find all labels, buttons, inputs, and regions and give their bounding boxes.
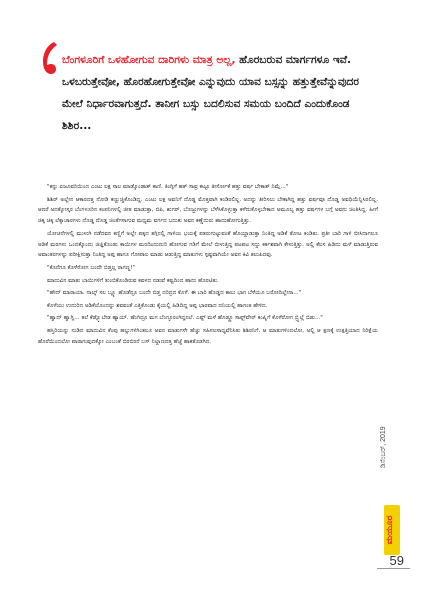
page-number: 59 — [389, 553, 404, 568]
paragraph: ಶಿಶಿರ್ ಅಲ್ಲೇನ ಆಕಾರದತ್ತ ನೋಡಿ ಕಣ್ಣುಚ್ಚಿಕೊಂಡಿದ್ದ. ಎಂಟು ಲಕ್ಷ ಅವನಿಗೆ ದೊಡ್ಡ ಮೊತ್ತವಾಗಿ ಕಂಡಿರಲಿಲ್ಲ. ಅದನ್ನು ತೀರಿಸಲು ಬೇಕಾಗಿದ್ದ ಹತ್ತು ವರ್ಷವೂ ದೊಡ್ಡ ಅವಧಿಯೆನ್ನಿಸಿರಲಿಲ್ಲ. ಆದರೆ ಅದಕ್ಕೋಸ್ಕರ ಬೆಂಗಳೂರಿನ ಕಂಪನಿಗಳಲ್ಲಿ ಜೀತ ಮಾಡುತ್ತಾ, ಬಿಪಿ, ಶುಗರ್, ಬೊಜ್ಜುಗಳನ್ನು ಬೆಳೆಸಿಕೊಳ್ಳುತ್ತಾ ಕಳೆದುಕೊಳ್ಳಬೇಕಾದ ಅಮೂಲ್ಯ ಹತ್ತು ವರ್ಷಗಳ ಬಗ್ಗೆ ಅವನು ಚಿಂತಿಸಿದ್ದ. ಹೀಗೆ ಚಿಕ್ಕ ಚಿಕ್ಕ ಲೆಕ್ಕಾಚಾರಗಳು ದೊಡ್ಡ ದೊಡ್ಡ ಚಿಂತೆಗಳಾಗುವ ಮಧ್ಯಮ ವರ್ಗದ ಬದುಕು ಅವನ ಕಣ್ಣೆದುರು ಹಾದುಹೋಗುತ್ತಿತ್ತು. — [38, 196, 378, 225]
paragraph: "ಕೊನೆಗೂ ಕೊಳೆರೋಗ ಬಂದೇ ಬಿಡ್ತಲ್ಲ ರಾಗಣ್ಣ!" — [47, 264, 136, 271]
magazine-name: ಮಯೂರ — [385, 515, 395, 545]
magazine-logo — [382, 505, 402, 555]
paragraph: ಮಾದುವಿನ ಮಾತು ಬಾಯಿಗಳಿಗೆ ತುಂಬಿಕೊಂಡಿರುವ ಕವಳದ ನಡುವೆ ಕಷ್ಟದಿಂದ ಹಾದು ಹೊರಟಿತು. — [47, 277, 219, 284]
pull-quote-text: ಹೊರಬರುವ ಮಾರ್ಗಗಳೂ ಇವೆ. ಒಳಬರುತ್ತೇವೋ, ಹೊರಹೋಗುತ್ತೇವೋ ಎನ್ನುವುದು ಯಾವ ಬಸ್ಸನ್ನು ಹತ್ತುತ್ತೇವೆನ್ನುವುದರ ಮೇಲೆ ನಿರ್ಧಾರವಾಗುತ್ತದೆ. ತಾನೀಗ ಬಸ್ಸು ಬದಲಿಸುವ ಸಮಯ ಬಂದಿದೆ ಎಂದುಕೊಂಡ ಶಿಶಿರ... — [62, 54, 359, 132]
paragraph: "ಕನ್ನು ಏಜೂವರಿಯಿಂದ ಎಂಟು ಲಕ್ಷ ಸಾಲ ಮಾಡ್ಕೊಂಡಾತ್ ಕಾಣಿ. ತಿಂಗ್ಳಿಗೆ ಹತ್ ಸಾವ್ರ ಕಟ್ಟೂ ತೀರ್ಸೋಕೆ ಹತ್ತು ವರ್ಷ ಬೇಕಾತ್ ನಿಮ್ಗೆ..." — [47, 184, 289, 190]
pull-quote-lead: ಬೆಂಗಳೂರಿಗೆ ಒಳಹೋಗುವ ದಾರಿಗಳು ಮಾತ್ರ ಅಲ್ಲ, — [62, 54, 236, 66]
paragraph: ಯೋಚನೆಗಳಲ್ಲಿ ಮುಳುಗಿ ನಡೆದವನ ಕಣ್ಣಿಗೆ ಅಲ್ಲೇ ಪಕ್ಕದ ತಗ್ಗಿನಲ್ಲಿ ಗಾಳಿಯ ಭಯಕ್ಕೆ ಪತರುಗುಟ್ಟುವಂತೆ ಹೊಯ್ದಾಡುತ್ತಾ ನಿಂತಿದ್ದ ಅಡಿಕೆ ತೋಟ ಕಂಡಿತು. ಪ್ರತೀ ಬಾರಿ ಗಾಳಿ ಬೀಸಿದಾಗಲೂ ಅಡಿಕೆ ಮರಗಳು ಒಂದಕ್ಕೊಂದು ಜಿಜ್ಞಿಕೊಂಡು ಕಾಯಿಗಳ ಮರದಿಂದುದುರಿ ಹೋಗುವ ಗಡಿಗೆ ಮೇಲೆ ಬೀಳುತ್ತಿದ್ದ ಪಟಪಟ ಸದ್ದು ಕರ್ಕಶವಾಗಿ ಕೇಳುತ್ತಿತ್ತು. ಅಲ್ಲಿ ಕೆಲಸ ಹಿಡಿದು ಮಳೆ ಮಾಡುತ್ತಿರುವ ಅವಾಂತರಗಳನ್ನು ಪರೀಕ್ಷಿಸುತ್ತಾ ನಿಂತಿದ್ದ ಅಪ್ಪ ಹಾಗೂ ಗೋಪಾಲ ಮಾಡು ಆಡುತ್ತಿದ್ದ ಮಾತುಗಳು ಸ್ಪಷ್ಟವಾಗಿಯೇ ಅವನ ಕಿವಿ ತಲುಪಿದವು. — [38, 230, 378, 259]
paragraph: "ಹೌದ್ ಮಾರಾಯಾ. ನಾಲ್ಕ್ ಸಲ ಬ್ಲ್ಯೂ ಹೊಡೆದ್ರೂ ಬಂದೇ ಬಿಡ್ತ ದರಿದ್ರದ ಕೊಳೆ. ಈ ಬಾರಿ ಹೊಡ್ಡದ ಕಾಲು ಭಾಗ ಬೆಳೆಯೂ ಬರೋದಿಲ್ಲೇನಾ..." — [47, 290, 302, 297]
article-body — [38, 182, 378, 349]
quote-mark-icon — [40, 40, 60, 76]
paragraph: ಕೊಳೆಯು ಉದುರಿದ ಅಡಿಕೆಯೊಂದನ್ನು ಶವವಂತೆ ಎತ್ತಿಕೊಂಡು ಕೈಯಲ್ಲಿ ಹಿಡಿದಿದ್ದ ಅಪ್ಪ ಭಾರವಾದ ದನಿಯಲ್ಲಿ ಹಾಗಂತ ಹೇಳಿದ. — [47, 302, 268, 309]
paragraph: ಹಸ್ತಿರಿಯನ್ನು ನುಡಿದ ಮಾದುವಿನ ಕೆಂಪು ಹಲ್ಲುಗಳಿಗಿಂತಲೂ ಅವನ ಮಾತುಗಳೇ ಹೆಚ್ಚು ಸಹಿಸಲಸಾಧ್ಯವೆನಿಸಿತು ಶಿಶಿರನಿಗೆ. ಆ ಮಾತುಗಳಿಂದಲೋ, ಅಲ್ಲಿ ಆ ಕ್ಷಣಕ್ಕೆ ಉತ್ಪತ್ತಿಯಾದ ನಿರಿಕ್ಷೆಯ ಹೊರೆಯಿಂದಲೋ ಪಾರಾಗುವುದಕ್ಕೋ ಎಂಬಂತೆ ಬಿರಬಿರನೆ ಬಸ್ ನಿಲ್ದಾಣದತ್ತ ಹೆಜ್ಜೆ ಹಾಕತೊಡಗಿದ. — [38, 327, 378, 345]
pull-quote — [62, 49, 380, 137]
issue-date: ಡಿಸೆಂಬರ್, 2019 — [380, 426, 387, 468]
paragraph: "ಹ್ವಾದ್ ಹ್ವಾಗ್ಲಿ... ತಲೆ ಕೆಡ್ಸ್ಕೊಬೇಡ ಹ್ಯಾಯ್. ಹೆಂಗಿದ್ರೂ ಮಗ ಬೆಂಗ್ಳೂರಂಗಿದ್ದನಲೆ. ಎಷ್ಟ್ ಮಳೆ ಹೊಡ್ದ್ರೂ ಸಾಫ್ಟ್‌ವೇರ್ ಕಂಪ್ನಿಗೆ ಕೊಳೆರೋಗ ಬ್ರ್ತಿಲ್ಲೆ ಬಿಡು..." — [47, 315, 323, 322]
page-divider — [377, 568, 410, 569]
